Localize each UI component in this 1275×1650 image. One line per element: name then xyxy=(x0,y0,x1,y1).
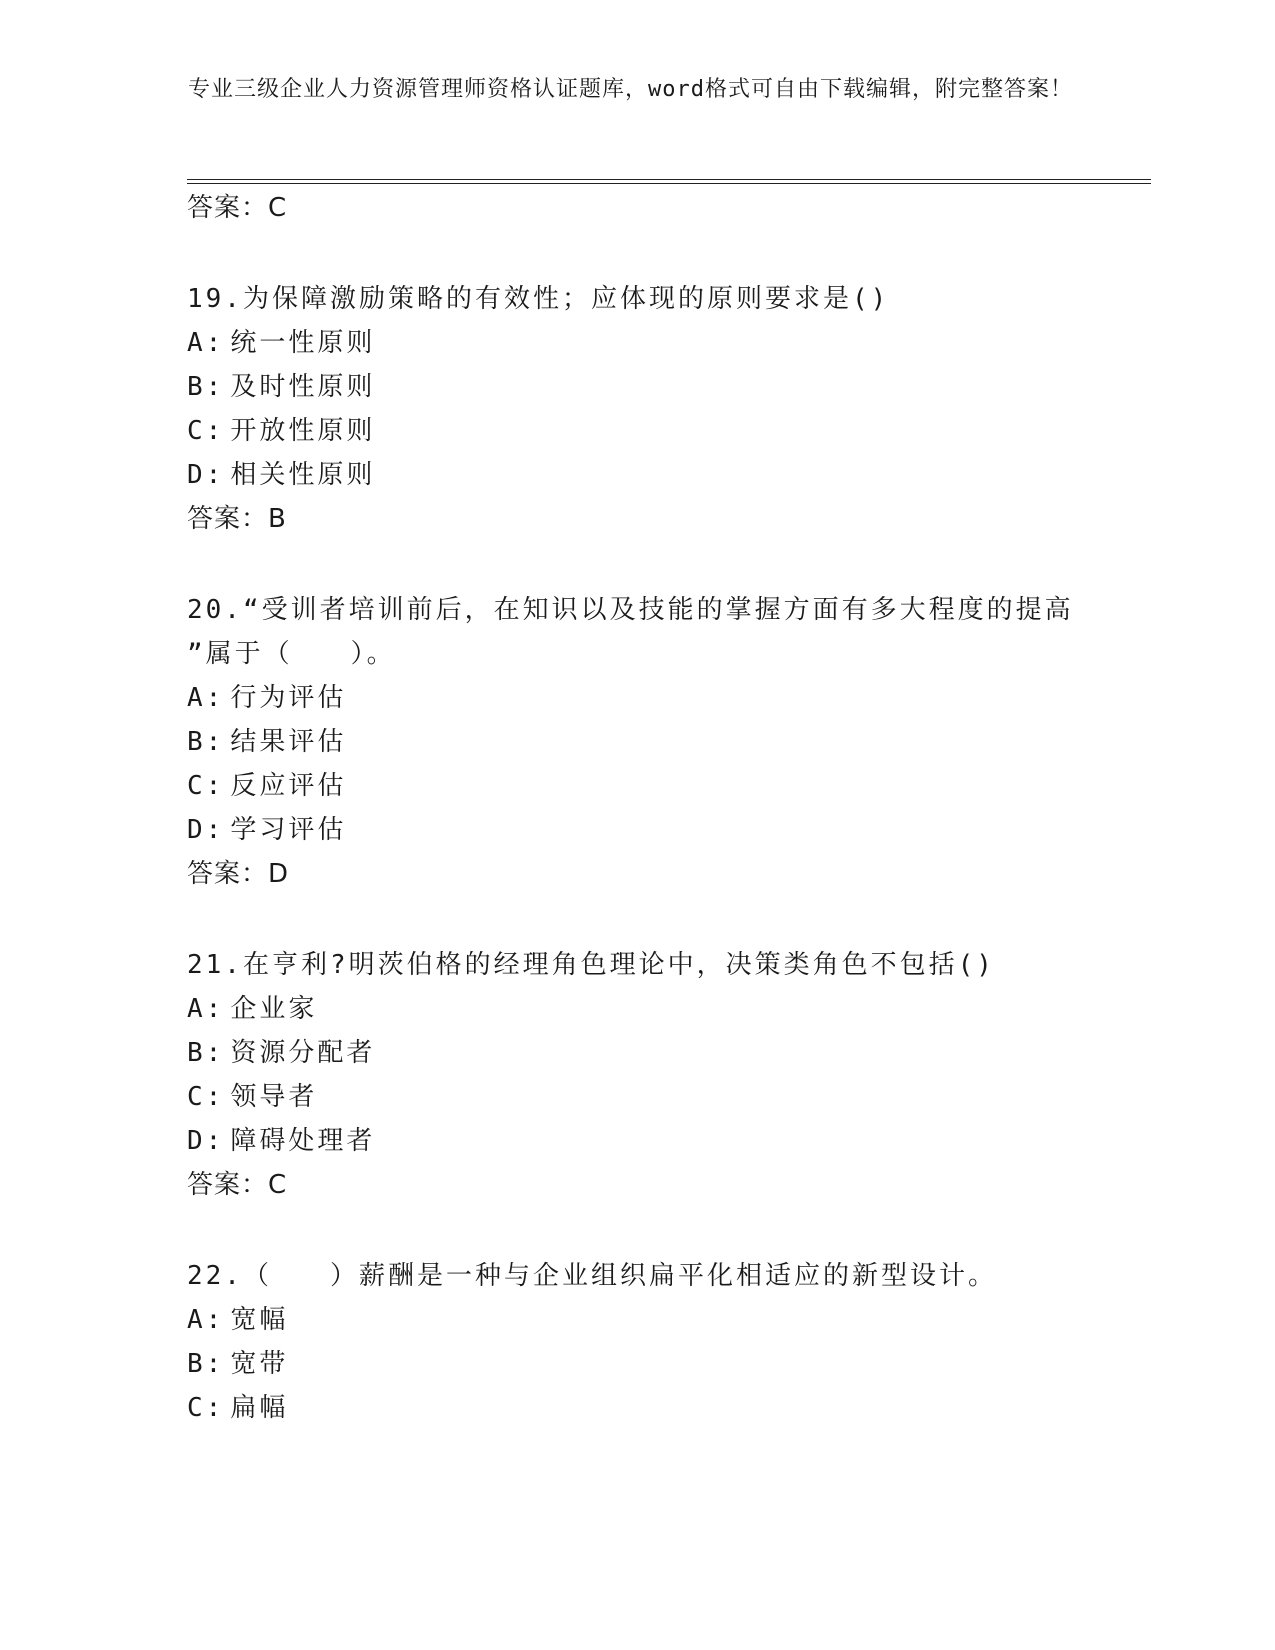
question-stem-text: “受训者培训前后，在知识以及技能的掌握方面有多大程度的提高 xyxy=(242,595,1074,625)
question-stem xyxy=(187,594,1074,626)
option-text: 反应评估 xyxy=(230,771,347,801)
option-label: C: xyxy=(187,771,225,801)
option-text: 相关性原则 xyxy=(230,460,376,490)
option-c xyxy=(187,1081,317,1113)
option-text: 结果评估 xyxy=(230,727,347,757)
question-stem-continued: ”属于（ ）。 xyxy=(187,639,396,669)
question-number: 19. xyxy=(187,284,243,314)
option-b xyxy=(187,726,346,758)
option-text: 领导者 xyxy=(230,1082,318,1112)
question-number: 21. xyxy=(187,950,243,980)
option-label: A: xyxy=(187,328,225,358)
option-text: 宽带 xyxy=(230,1349,289,1379)
option-text: 资源分配者 xyxy=(230,1038,376,1068)
option-c xyxy=(187,770,346,802)
option-label: A: xyxy=(187,1305,225,1335)
question-stem-text: （ ）薪酬是一种与企业组织扁平化相适应的新型设计。 xyxy=(242,1261,997,1291)
option-d xyxy=(187,814,346,846)
question-stem-text: 在亨利?明茨伯格的经理角色理论中，决策类角色不包括() xyxy=(242,950,995,980)
option-d xyxy=(187,1125,375,1157)
option-a xyxy=(187,993,317,1025)
answer: 答案：B xyxy=(187,504,287,534)
option-text: 统一性原则 xyxy=(230,328,376,358)
option-c xyxy=(187,415,375,447)
option-label: C: xyxy=(187,1082,225,1112)
option-c xyxy=(187,1392,288,1424)
option-label: B: xyxy=(187,1038,225,1068)
option-text: 行为评估 xyxy=(230,683,347,713)
question-stem xyxy=(187,1260,997,1292)
previous-answer: 答案：C xyxy=(187,193,288,223)
option-d xyxy=(187,459,375,491)
answer: 答案：C xyxy=(187,1170,288,1200)
answer: 答案：D xyxy=(187,859,290,889)
option-label: A: xyxy=(187,994,225,1024)
option-label: B: xyxy=(187,727,225,757)
option-b xyxy=(187,1037,375,1069)
page-header-text: 专业三级企业人力资源管理师资格认证题库，word格式可自由下载编辑，附完整答案！ xyxy=(188,77,1073,102)
option-text: 开放性原则 xyxy=(230,416,376,446)
option-text: 扁幅 xyxy=(230,1393,289,1423)
option-label: D: xyxy=(187,815,225,845)
header-rule-top xyxy=(187,179,1151,180)
question-stem xyxy=(187,283,889,315)
question-stem xyxy=(187,949,995,981)
option-text: 障碍处理者 xyxy=(230,1126,376,1156)
option-label: D: xyxy=(187,1126,225,1156)
option-b xyxy=(187,1348,288,1380)
option-label: C: xyxy=(187,416,225,446)
question-stem-text: 为保障激励策略的有效性；应体现的原则要求是() xyxy=(242,284,890,314)
option-label: C: xyxy=(187,1393,225,1423)
option-label: D: xyxy=(187,460,225,490)
question-number: 20. xyxy=(187,595,243,625)
option-a xyxy=(187,327,375,359)
option-label: B: xyxy=(187,372,225,402)
option-b xyxy=(187,371,375,403)
option-label: B: xyxy=(187,1349,225,1379)
option-text: 学习评估 xyxy=(230,815,347,845)
option-text: 及时性原则 xyxy=(230,372,376,402)
option-a xyxy=(187,1304,288,1336)
question-number: 22. xyxy=(187,1261,243,1291)
header-rule-bottom xyxy=(187,183,1151,184)
option-text: 企业家 xyxy=(230,994,318,1024)
option-a xyxy=(187,682,346,714)
option-text: 宽幅 xyxy=(230,1305,289,1335)
option-label: A: xyxy=(187,683,225,713)
